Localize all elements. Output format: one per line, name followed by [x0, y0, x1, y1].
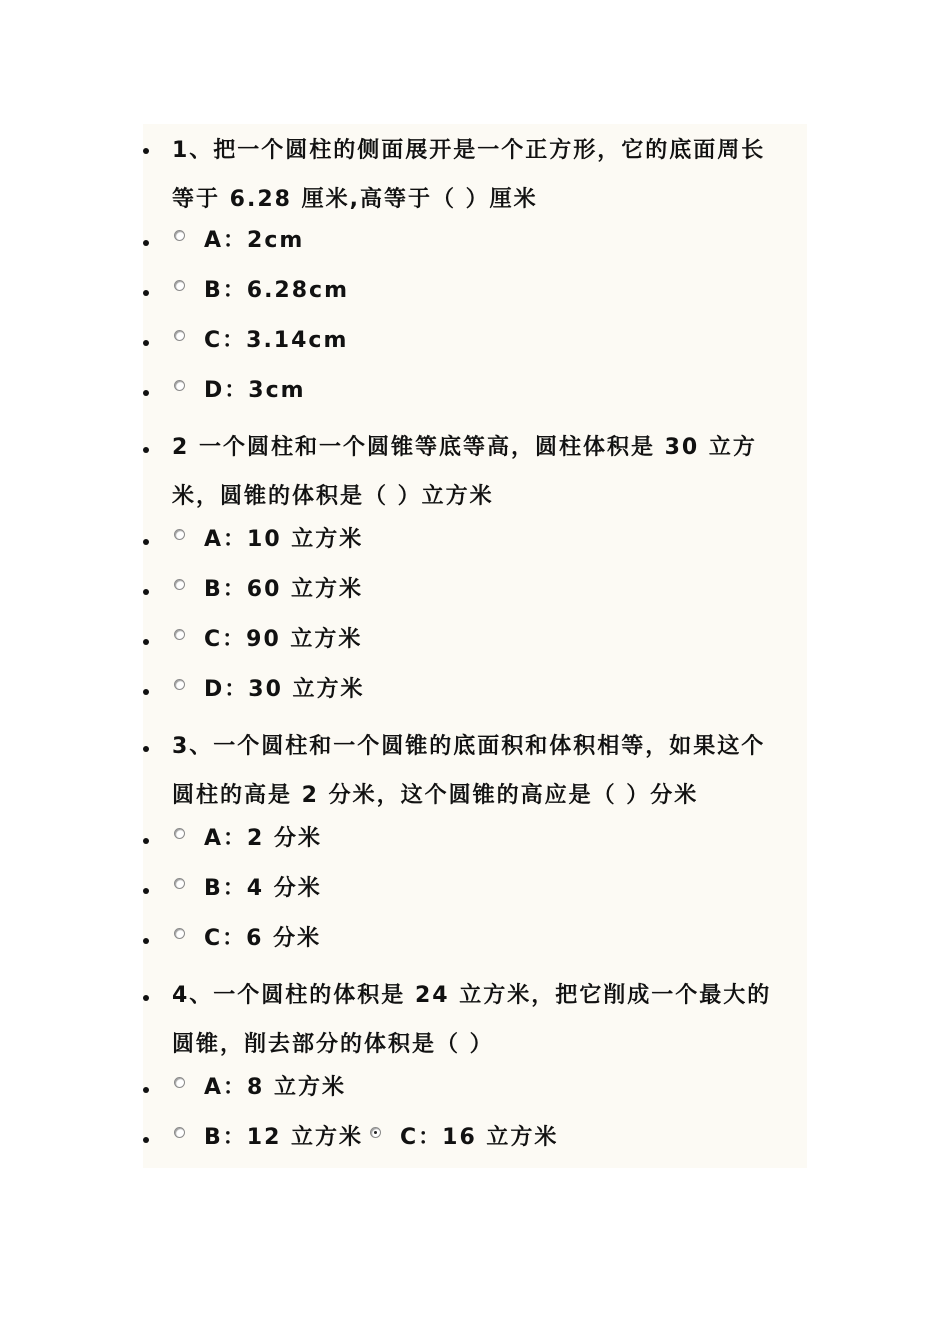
radio-button[interactable] [174, 928, 185, 939]
question-3-line-2: 圆柱的高是 2 分米，这个圆锥的高应是（ ）分米 [172, 783, 699, 808]
option-4a-label: A：8 立方米 [204, 1075, 346, 1100]
question-4-line-2: 圆锥，削去部分的体积是（ ） [172, 1032, 494, 1057]
option-1c[interactable] [143, 326, 823, 356]
option-2a[interactable] [143, 525, 823, 555]
radio-button-selected[interactable] [370, 1127, 381, 1138]
bullet-icon [143, 1087, 149, 1093]
radio-button[interactable] [174, 679, 185, 690]
question-4 [143, 981, 823, 1057]
option-4b-4c[interactable] [143, 1123, 823, 1153]
option-2d-label: D：30 立方米 [204, 677, 365, 702]
option-4b-label: B：12 立方米 [204, 1125, 364, 1150]
radio-button[interactable] [174, 1077, 185, 1088]
bullet-icon [143, 290, 149, 296]
radio-button[interactable] [174, 529, 185, 540]
option-4c-label: C：16 立方米 [400, 1125, 559, 1150]
option-3b[interactable] [143, 874, 823, 904]
question-3 [143, 732, 823, 808]
bullet-icon [143, 888, 149, 894]
option-2d[interactable] [143, 675, 823, 705]
radio-button[interactable] [174, 380, 185, 391]
option-3c[interactable] [143, 924, 823, 954]
option-3a[interactable] [143, 824, 823, 854]
question-1 [143, 134, 823, 212]
radio-button[interactable] [174, 579, 185, 590]
radio-button[interactable] [174, 629, 185, 640]
bullet-icon [143, 746, 149, 752]
option-1d-label: D：3cm [204, 378, 306, 403]
option-1d[interactable] [143, 376, 823, 406]
question-2-line-1: 2 一个圆柱和一个圆锥等底等高，圆柱体积是 30 立方 [172, 435, 757, 460]
radio-button[interactable] [174, 280, 185, 291]
question-1-line-1: 1、把一个圆柱的侧面展开是一个正方形，它的底面周长 [172, 138, 766, 163]
radio-button[interactable] [174, 828, 185, 839]
question-2 [143, 433, 823, 509]
bullet-icon [143, 838, 149, 844]
option-1a-label: A：2cm [204, 228, 305, 253]
radio-button[interactable] [174, 230, 185, 241]
option-2b[interactable] [143, 575, 823, 605]
option-2c-label: C：90 立方米 [204, 627, 363, 652]
bullet-icon [143, 390, 149, 396]
bullet-icon [143, 447, 149, 453]
option-3a-label: A：2 分米 [204, 826, 322, 851]
bullet-icon [143, 148, 149, 154]
option-3b-label: B：4 分米 [204, 876, 322, 901]
option-1b[interactable] [143, 276, 823, 306]
bullet-icon [143, 995, 149, 1001]
option-2a-label: A：10 立方米 [204, 527, 364, 552]
radio-button[interactable] [174, 878, 185, 889]
option-1a[interactable] [143, 226, 823, 256]
bullet-icon [143, 938, 149, 944]
option-2c[interactable] [143, 625, 823, 655]
option-3c-label: C：6 分米 [204, 926, 322, 951]
question-4-line-1: 4、一个圆柱的体积是 24 立方米，把它削成一个最大的 [172, 983, 772, 1008]
bullet-icon [143, 539, 149, 545]
bullet-icon [143, 689, 149, 695]
option-1c-label: C：3.14cm [204, 328, 349, 353]
option-1b-label: B：6.28cm [204, 278, 350, 303]
question-3-line-1: 3、一个圆柱和一个圆锥的底面积和体积相等，如果这个 [172, 734, 766, 759]
radio-button[interactable] [174, 330, 185, 341]
question-1-line-2: 等于 6.28 厘米,高等于（ ）厘米 [172, 187, 538, 212]
bullet-icon [143, 240, 149, 246]
radio-button[interactable] [174, 1127, 185, 1138]
bullet-icon [143, 340, 149, 346]
question-2-line-2: 米，圆锥的体积是（ ）立方米 [172, 484, 494, 509]
option-4a[interactable] [143, 1073, 823, 1103]
bullet-icon [143, 639, 149, 645]
option-2b-label: B：60 立方米 [204, 577, 364, 602]
bullet-icon [143, 1137, 149, 1143]
bullet-icon [143, 589, 149, 595]
